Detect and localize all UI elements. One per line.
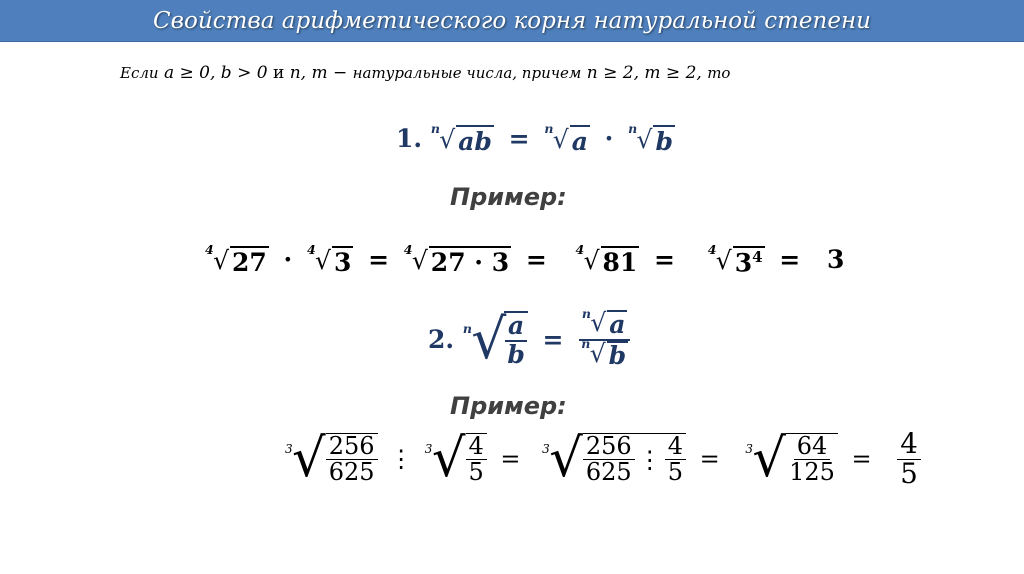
- root-power: [707, 242, 765, 278]
- fraction-4-5: [665, 434, 686, 485]
- property-2-number: 2.: [428, 325, 455, 355]
- radical-sign-icon: √: [411, 246, 428, 275]
- multiply-dot: ·: [283, 245, 293, 274]
- radical-sign-icon: √: [315, 246, 331, 275]
- root-combined: [542, 428, 686, 490]
- power-base: 3: [734, 248, 753, 278]
- root-4-5: [424, 428, 487, 490]
- radicand-a: a: [609, 310, 626, 340]
- root-index: n: [544, 121, 554, 137]
- condition-then: то: [707, 64, 731, 82]
- fraction-a-over-b: [504, 311, 527, 368]
- fraction-numerator: 256: [326, 434, 378, 460]
- fraction-64-125: [786, 433, 838, 485]
- divides-operator: ⋮: [389, 445, 414, 474]
- power-exponent: 4: [752, 247, 763, 266]
- root-index: n: [581, 336, 591, 352]
- condition-math-ab: a ≥ 0, b > 0: [163, 63, 268, 83]
- radical-sign-icon: √: [589, 339, 606, 368]
- example-1-label: Пример:: [450, 183, 567, 211]
- radical-sign-icon: √: [471, 307, 507, 372]
- example-2-answer: [897, 427, 921, 490]
- equals-sign: =: [508, 124, 530, 153]
- fraction-denominator: 5: [667, 458, 683, 487]
- fraction-numerator: 4: [466, 434, 487, 460]
- condition-text: натуральные числа, причем: [352, 64, 582, 82]
- equals-sign: =: [699, 445, 720, 474]
- root-index: n: [462, 320, 472, 336]
- fraction-of-roots: [578, 305, 631, 370]
- radicand-power: [733, 246, 765, 277]
- root-index: 4: [707, 242, 717, 258]
- radical-sign-icon: √: [752, 428, 787, 490]
- fraction-256-625: [326, 433, 378, 485]
- root-index: 3: [424, 441, 433, 456]
- radical-sign-icon: √: [431, 428, 466, 490]
- root-product: [403, 242, 511, 277]
- radical-sign-icon: √: [590, 308, 607, 338]
- root-256-625: [285, 428, 378, 490]
- radical-sign-icon: √: [715, 245, 732, 275]
- fraction-denominator: 625: [585, 458, 632, 487]
- root-index: 4: [205, 242, 214, 258]
- fraction-numerator: 4: [665, 434, 686, 460]
- root-64-125: [745, 428, 838, 490]
- radicand-81: 81: [602, 248, 638, 277]
- equals-sign: =: [654, 245, 675, 274]
- root-index: n: [581, 305, 591, 321]
- radicand-a: a: [571, 127, 588, 156]
- radical-sign-icon: √: [636, 125, 653, 154]
- equals-sign: =: [368, 245, 390, 274]
- property-2-formula: [428, 305, 631, 372]
- root-fraction: [462, 307, 528, 372]
- fraction-numerator: a: [505, 313, 527, 341]
- condition-math-nm: n, m −: [289, 63, 348, 83]
- condition-math-bounds: n ≥ 2, m ≥ 2,: [586, 63, 702, 83]
- root-index: 3: [285, 441, 293, 456]
- fraction-numerator: 64: [794, 434, 831, 460]
- radicand-product: 27 · 3: [430, 248, 510, 277]
- fraction-denominator-root: [578, 336, 631, 370]
- radicand-3: 3: [333, 248, 352, 277]
- root-index: 3: [745, 441, 753, 456]
- fraction-denominator: 625: [328, 458, 375, 487]
- radical-sign-icon: √: [549, 428, 583, 490]
- root-index: n: [628, 121, 638, 137]
- equals-sign: =: [525, 245, 547, 274]
- root-b: [628, 121, 675, 156]
- condition-and: и: [272, 63, 285, 83]
- root-27: [205, 242, 269, 277]
- radicand-b: b: [608, 341, 627, 370]
- fraction-4-5: [466, 433, 487, 485]
- radical-sign-icon: √: [583, 246, 600, 275]
- radicand-quotient: [583, 433, 686, 485]
- example-1-answer: 3: [826, 245, 845, 274]
- fraction-numerator: 256: [583, 434, 635, 460]
- radical-sign-icon: √: [213, 246, 230, 275]
- radicand-b: b: [655, 127, 673, 156]
- root-index: 4: [575, 242, 585, 258]
- property-1-formula: [396, 121, 675, 156]
- root-index: 4: [403, 242, 413, 258]
- divides-operator: ⋮: [637, 445, 662, 474]
- condition-line: [120, 63, 730, 83]
- property-1-number: 1.: [396, 124, 423, 153]
- multiply-dot: ·: [604, 124, 614, 153]
- radicand-ab: ab: [458, 127, 492, 156]
- root-index: 4: [306, 242, 316, 258]
- radical-sign-icon: √: [292, 428, 326, 490]
- fraction-denominator: 125: [789, 458, 835, 487]
- fraction-256-625: [583, 434, 635, 485]
- root-a: [544, 121, 590, 156]
- title-bar: [0, 0, 1024, 42]
- root-index: 3: [542, 441, 550, 456]
- example-2-label: Пример:: [450, 392, 567, 420]
- equals-sign: =: [500, 445, 521, 474]
- answer-numerator: 4: [897, 430, 921, 460]
- equals-sign: =: [542, 325, 564, 355]
- fraction-denominator: b: [507, 339, 525, 369]
- radicand-27: 27: [232, 248, 267, 277]
- radical-sign-icon: √: [552, 125, 569, 154]
- answer-denominator: 5: [900, 456, 918, 490]
- root-3: [306, 242, 353, 277]
- root-81: [575, 242, 639, 277]
- equals-sign: =: [779, 245, 801, 274]
- equals-sign: =: [851, 445, 872, 474]
- condition-if: Если: [120, 64, 159, 82]
- example-1-equation: [205, 242, 845, 278]
- fraction-denominator: 5: [468, 458, 484, 487]
- example-2-equation: [285, 427, 921, 490]
- page-title: Свойства арифметического корня натуральной степени: [153, 7, 871, 34]
- radical-sign-icon: √: [439, 125, 456, 154]
- root-ab: [430, 121, 494, 156]
- root-index: n: [430, 121, 440, 137]
